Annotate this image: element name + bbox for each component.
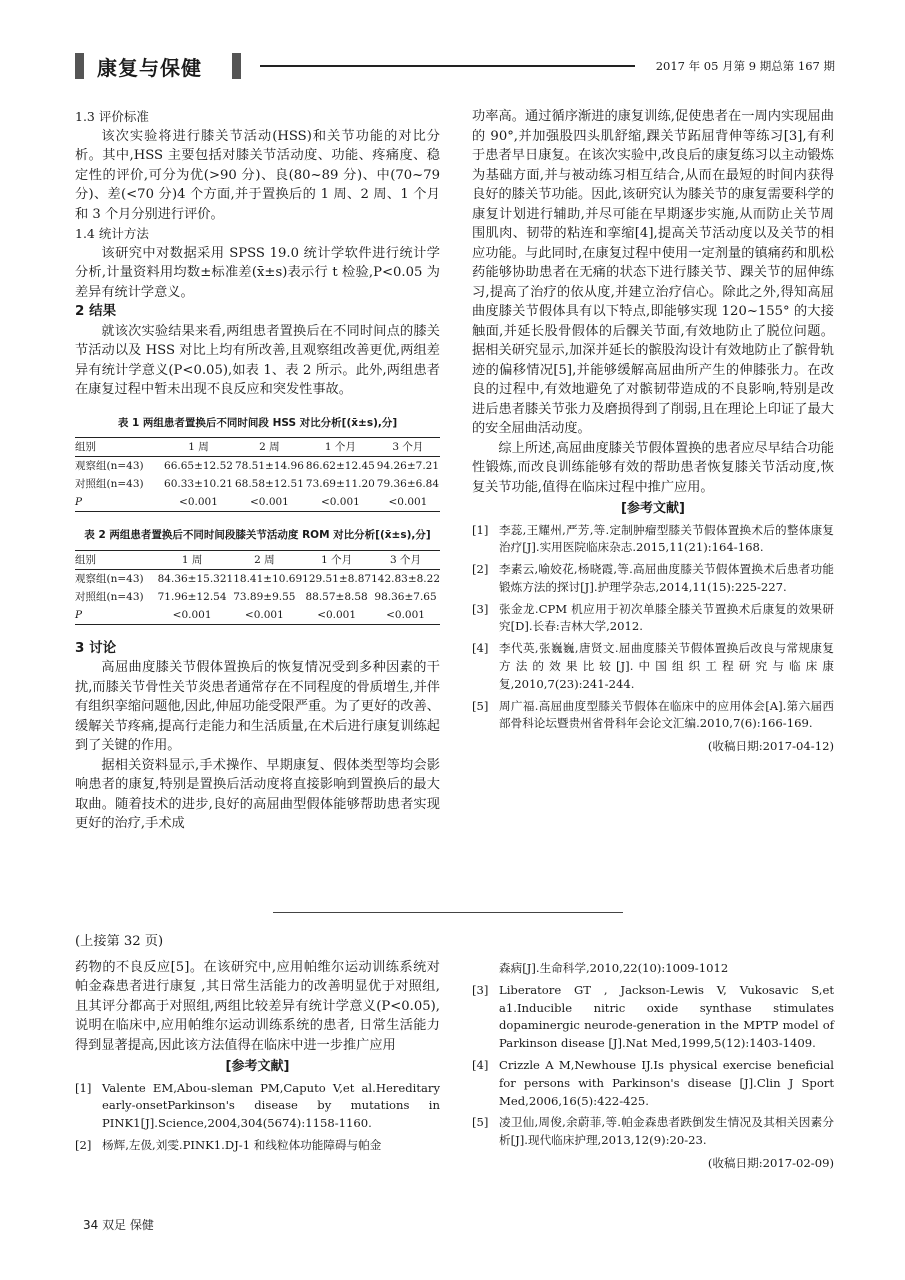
reference-item: [2] 李素云,喻姣花,杨晓霞,等.高屈曲度膝关节假体置换术后患者功能锻炼方法的探讨[J].护理学杂志,2014,11(15):225-227. — [472, 562, 834, 594]
table-header-cell: 2 周 — [234, 438, 305, 457]
table-header-cell: 2 周 — [227, 550, 303, 569]
table-header-cell: 组别 — [75, 438, 163, 457]
section-1-3-body: 该次实验将进行膝关节活动(HSS)和关节功能的对比分析。其中,HSS 主要包括对膝关节活动度、功能、疼痛度、稳定性的评价,可分为优(>90 分)、良(80~89 分)、中(70~79 分)、差(<70 分)4 个方面,并于置换后的 1 周、2 周、1 个月和 3 个月分别进行评价。 — [75, 128, 440, 222]
section-2-title: 2 结果 — [75, 303, 117, 319]
table-cell: 68.58±12.51 — [234, 478, 304, 490]
bottom-right-column — [472, 960, 834, 1173]
table-header-cell: 1 周 — [163, 438, 234, 457]
table-cell: 60.33±10.21 — [164, 478, 233, 490]
table-cell: <0.001 — [158, 606, 227, 625]
journal-title: 康复与保健 — [97, 56, 202, 80]
table-header-cell: 1 个月 — [305, 438, 376, 457]
table-cell: 94.26±7.21 — [376, 460, 440, 472]
left-column — [75, 107, 440, 834]
table-header-cell: 3 个月 — [371, 550, 440, 569]
table-cell: <0.001 — [227, 606, 303, 625]
table-row — [75, 606, 440, 625]
reference-item: [2] 杨辉,左伋,刘雯.PINK1.DJ-1 和线粒体功能障碍与帕金 — [75, 1137, 382, 1152]
conclusion-paragraph: 综上所述,高屈曲度膝关节假体置换的患者应尽早结合功能性锻炼,而改良训练能够有效的帮助患者恢复膝关节活动度,恢复关节功能,值得在临床过程中推广应用。 — [472, 440, 834, 495]
section-1-4-title: 1.4 统计方法 — [75, 226, 149, 241]
table-cell: 观察组(n=43) — [75, 460, 144, 472]
discussion-continued: 功率高。通过循序渐进的康复训练,促使患者在一周内实现屈曲的 90°,并加强股四头肌舒缩,踝关节跖屈背伸等练习[3],有利于患者早日康复。在该次实验中,改良后的康复练习以主动锻炼为基础方面,并与被动练习相互结合,从而在最短的时间内获得良好的膝关节功能。因此,该研究认为膝关节的康复需要科学的康复计划进行辅助,并尽可能在早期逐步实施,从而防止关节周围肌肉、韧带的粘连和挛缩[4],提高关节活动度以及关节的相应功能。与此同时,在康复过程中使用一定剂量的镇痛药和肌松药能够协助患者在无痛的状态下进行膝关节、踝关节的屈伸练习,提高了治疗的依从度,并建立治疗信心。除此之外,得知高屈曲度膝关节假体具有以下特点,即能够实现 120~155° 的大接触面,并延长股骨假体的后髁关节面,有效地防止了脱位问题。据相关研究显示,加深并延长的髌股沟设计有效地防止了髌骨轨迹的偏移情况[5],并能够缓解高屈曲所产生的伸膝张力。在改良的过程中,有效地避免了对髌韧带造成的不良影响,特别是改进后患者膝关节张力及磨损得到了削弱,且在理论上印证了最大的安全屈曲活动度。 — [472, 109, 834, 436]
section-3-title: 3 讨论 — [75, 639, 117, 656]
table-header-cell: 组别 — [75, 550, 158, 569]
table-row — [75, 588, 440, 606]
table-row — [75, 457, 440, 476]
table-cell: <0.001 — [305, 493, 376, 512]
section-3-body-1: 高屈曲度膝关节假体置换后的恢复情况受到多种因素的干扰,而膝关节骨性关节炎患者通常存在不同程度的骨质增生,并伴有组织挛缩问题他,因此,伸屈功能受限严重。为了更好的改善、缓解关节疼痛,提高行走能力和生活质量,在术后进行康复训练起到了关键的作用。 — [75, 660, 440, 753]
table-cell: 129.51±8.87 — [302, 572, 372, 585]
right-column — [472, 107, 834, 757]
reference-item: [3] 张金龙.CPM 机应用于初次单膝全膝关节置换术后康复的效果研究[D].长春:吉林大学,2012. — [472, 601, 834, 634]
table-header-cell: 1 周 — [158, 550, 227, 569]
reference-item: [4] 李代英,张巍巍,唐贤文.屈曲度膝关节假体置换后改良与常规康复方法的效果比较[J].中国组织工程研究与临床康复,2010,7(23):241-244. — [472, 641, 834, 691]
table-cell: 118.41±10.69 — [226, 572, 303, 585]
table-row — [75, 475, 440, 493]
table-2 — [75, 550, 440, 625]
bottom-left-paragraph: 药物的不良反应[5]。在该研究中,应用帕维尔运动训练系统对帕金森患者进行康复 ,其日常生活能力的改善明显优于对照组,且其评分都高于对照组,两组比较差异有统计学意义(P<0.05),说明在临床中,应用帕维尔运动训练系统的患者, 日常生活能力得到显著提高,因此该方法值得在临床中进一步推广应用 — [75, 959, 440, 1053]
table-cell: <0.001 — [163, 493, 234, 512]
table-cell: 78.51±14.96 — [234, 460, 304, 472]
page-footer: 34 双足 保健 — [83, 1218, 154, 1232]
reference-continued: 森病[J].生命科学,2010,22(10):1009-1012 — [499, 961, 729, 975]
table-cell: <0.001 — [376, 493, 440, 512]
table-cell: 71.96±12.54 — [157, 590, 227, 603]
table-cell: 66.65±12.52 — [164, 460, 233, 472]
table-cell: 84.36±15.32 — [157, 572, 227, 585]
received-date: (收稿日期:2017-02-09) — [707, 1155, 834, 1170]
table-header-cell: 1 个月 — [302, 550, 371, 569]
section-2-body: 就该次实验结果来看,两组患者置换后在不同时间点的膝关节活动以及 HSS 对比上均有所改善,且观察组改善更优,两组差异有统计学意义(P<0.05),如表 1、表 2 所示。此外,两组患者在康复过程中暂未出现不良反应和突发性事故。 — [75, 323, 440, 397]
references-title: [参考文献] — [621, 501, 685, 516]
bottom-left-column — [75, 932, 440, 1159]
table-cell: 86.62±12.45 — [305, 460, 375, 472]
table-cell: 73.89±9.55 — [233, 590, 296, 603]
reference-item: [1] 李蕊,王耀州,严芳,等.定制肿瘤型膝关节假体置换术后的整体康复治疗[J].实用医院临床杂志.2015,11(21):164-168. — [472, 522, 834, 555]
header-bar-left — [75, 53, 84, 79]
table-row — [75, 569, 440, 588]
table-cell: 79.36±6.84 — [376, 478, 440, 490]
reference-item: [5] 周广福.高屈曲度型膝关节假体在临床中的应用体会[A].第六届西部骨科论坛暨贵州省骨科年会论文汇编.2010,7(6):166-169. — [472, 698, 834, 731]
table-cell: 观察组(n=43) — [75, 572, 144, 585]
table-cell: 88.57±8.58 — [305, 590, 368, 603]
table-2-caption: 表 2 两组患者置换后不同时间段膝关节活动度 ROM 对比分析[(x̄±s),分] — [84, 529, 431, 541]
table-row — [75, 493, 440, 512]
table-cell: <0.001 — [371, 606, 440, 625]
reference-item: [5] 凌卫仙,周俊,余蔚菲,等.帕金森患者跌倒发生情况及其相关因素分析[J].现代临床护理,2013,12(9):20-23. — [472, 1115, 834, 1148]
received-date: (收稿日期:2017-04-12) — [707, 739, 834, 754]
article-divider — [273, 912, 623, 913]
table-cell: <0.001 — [302, 606, 371, 625]
table-cell: <0.001 — [234, 493, 305, 512]
table-cell: 对照组(n=43) — [75, 478, 144, 490]
reference-item: [4] Crizzle A M,Newhouse IJ.Is physical exercise beneficial for persons with Parkinson's disease [J].Clin J Sport Med,2006,16(5):422-425. — [472, 1057, 834, 1108]
references-title: [参考文献] — [225, 1059, 290, 1074]
table-1-caption: 表 1 两组患者置换后不同时间段 HSS 对比分析[(x̄±s),分] — [117, 416, 398, 429]
page-header — [75, 50, 835, 80]
continued-note: (上接第 32 页) — [75, 934, 164, 949]
table-cell: 对照组(n=43) — [75, 590, 144, 603]
header-rule — [260, 65, 635, 67]
header-bar-right — [232, 53, 241, 79]
table-cell: 98.36±7.65 — [374, 590, 437, 603]
table-cell: 73.69±11.20 — [305, 478, 375, 490]
table-cell: P — [75, 606, 158, 625]
table-cell: P — [75, 493, 163, 512]
reference-item: [1] Valente EM,Abou-sleman PM,Caputo V,et al.Hereditary early-onsetParkinson's disease by mutations in PINK1[J].Science,2004,304(5674):1158-1160. — [75, 1080, 440, 1131]
section-1-4-body: 该研究中对数据采用 SPSS 19.0 统计学软件进行统计学分析,计量资料用均数±标准差(x̄±s)表示行 t 检验,P<0.05 为差异有统计学意义。 — [75, 245, 440, 300]
issue-info: 2017 年 05 月第 9 期总第 167 期 — [655, 59, 835, 73]
section-1-3-title: 1.3 评价标准 — [75, 109, 149, 124]
reference-item: [3] Liberatore GT , Jackson-Lewis V, Vukosavic S,et a1.Inducible nitric oxide synthase stimulates dopaminergic neurode-generation in the MPTP model of Parkinson disease [J].Nat Med,1999,5(12):1403-1409. — [472, 982, 834, 1051]
table-cell: 142.83±8.22 — [371, 572, 440, 585]
section-3-body-2: 据相关资料显示,手术操作、早期康复、假体类型等均会影响患者的康复,特别是置换后活动度将直接影响到置换后的最大取曲。随着技术的进步,良好的高屈曲型假体能够帮助患者实现更好的治疗,手术成 — [75, 757, 440, 831]
table-1 — [75, 437, 440, 512]
table-header-cell: 3 个月 — [376, 438, 440, 457]
